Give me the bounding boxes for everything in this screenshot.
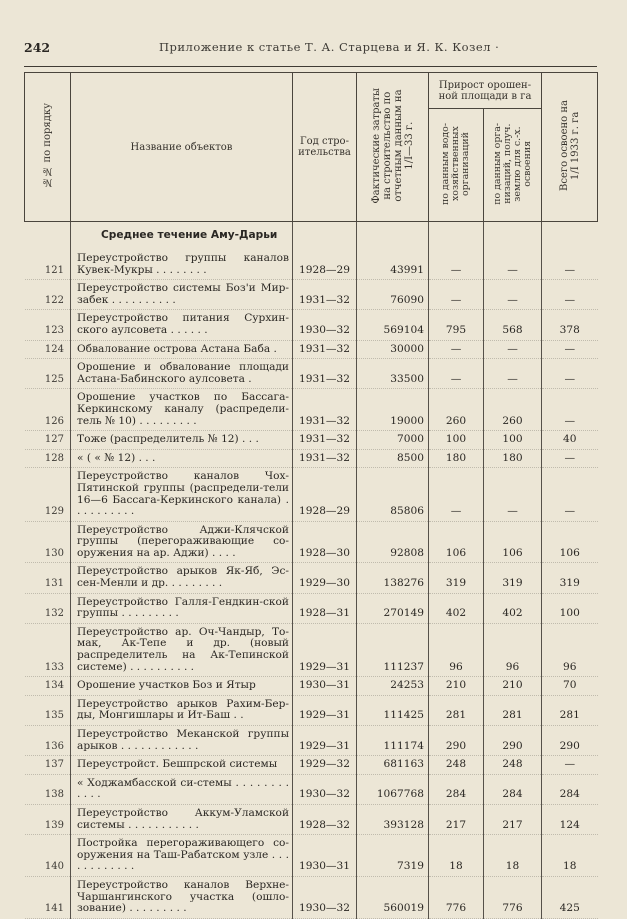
header-year: Год стро- ительства: [293, 73, 357, 222]
row-growth-water: 284: [429, 774, 484, 804]
table-row: [25, 449, 598, 468]
row-growth-water: —: [429, 359, 484, 389]
row-cost: 111425: [357, 695, 429, 725]
row-year: 1930—32: [293, 774, 357, 804]
page-header: [24, 40, 604, 58]
row-year: 1928—30: [293, 521, 357, 563]
header-growth-agro: по данным орга- низаций, получ. землю для с.-х. освоения: [484, 109, 542, 222]
running-head: Приложение к статье Т. А. Старцева и Я. К. Козел ·: [159, 40, 500, 54]
row-mastered: —: [542, 340, 598, 359]
row-number: 137: [25, 756, 71, 775]
row-growth-water: 260: [429, 389, 484, 431]
row-year: 1931—32: [293, 449, 357, 468]
header-mastered: Всего освоено на 1/I 1933 г. га: [542, 73, 598, 222]
row-mastered: —: [542, 359, 598, 389]
table-row: [25, 756, 598, 775]
row-year: 1931—32: [293, 340, 357, 359]
row-growth-water: 290: [429, 726, 484, 756]
row-number: 130: [25, 521, 71, 563]
row-cost: 7319: [357, 835, 429, 877]
row-cost: 681163: [357, 756, 429, 775]
row-cost: 76090: [357, 280, 429, 310]
row-number: 122: [25, 280, 71, 310]
table-row: [25, 876, 598, 918]
row-mastered: 425: [542, 876, 598, 918]
row-growth-agro: —: [484, 280, 542, 310]
table-row: [25, 563, 598, 593]
row-number: 136: [25, 726, 71, 756]
row-name: Постройка перегораживающего со-оружения на Таш-Рабатском узле . . . . . . . . . . . .: [71, 835, 293, 877]
row-growth-water: 210: [429, 677, 484, 696]
section-title: Среднее течение Аму-Дарьи: [101, 229, 278, 242]
row-cost: 33500: [357, 359, 429, 389]
row-growth-water: 319: [429, 563, 484, 593]
row-cost: 393128: [357, 804, 429, 834]
row-growth-agro: 260: [484, 389, 542, 431]
row-number: 127: [25, 431, 71, 450]
row-mastered: —: [542, 756, 598, 775]
row-cost: 7000: [357, 431, 429, 450]
row-growth-agro: —: [484, 468, 542, 521]
table-row: [25, 677, 598, 696]
table-row: [25, 359, 598, 389]
table-row: [25, 250, 598, 280]
row-name: « Ходжамбасской си-стемы . . . . . . . . . . . .: [71, 774, 293, 804]
page-number: 242: [24, 40, 51, 55]
table-row: [25, 804, 598, 834]
row-growth-agro: 217: [484, 804, 542, 834]
objects-table: [24, 72, 598, 919]
row-year: 1930—32: [293, 876, 357, 918]
row-growth-water: —: [429, 468, 484, 521]
row-name: Тоже (распределитель № 12) . . .: [71, 431, 293, 450]
row-year: 1929—32: [293, 756, 357, 775]
row-name: Орошение участков Боз и Ятыр: [71, 677, 293, 696]
row-cost: 8500: [357, 449, 429, 468]
row-name: Орошение участков по Бассага-Керкинскому каналу (распредели-тель № 10) . . . . . . . . .: [71, 389, 293, 431]
row-mastered: —: [542, 250, 598, 280]
row-growth-agro: 281: [484, 695, 542, 725]
row-year: 1928—29: [293, 250, 357, 280]
header-growth-group: Прирост орошен- ной площади в га: [429, 73, 542, 109]
table-row: [25, 310, 598, 340]
row-mastered: 319: [542, 563, 598, 593]
row-name: Переустройство арыков Рахим-Бер-ды, Монгишлары и Ит-Баш . .: [71, 695, 293, 725]
row-name: Переустройство каналов Верхне-Чаршангинского участка (ошло-зование) . . . . . . . . .: [71, 876, 293, 918]
row-name: Переустройство Аджи-Клячской группы (перегораживающие со-оружения на ар. Аджи) . . . .: [71, 521, 293, 563]
row-cost: 270149: [357, 593, 429, 623]
table-row: [25, 593, 598, 623]
row-year: 1928—32: [293, 804, 357, 834]
row-mastered: 100: [542, 593, 598, 623]
row-mastered: —: [542, 280, 598, 310]
row-year: 1929—30: [293, 563, 357, 593]
row-growth-water: 776: [429, 876, 484, 918]
row-number: 135: [25, 695, 71, 725]
row-cost: 111237: [357, 623, 429, 676]
row-cost: 111174: [357, 726, 429, 756]
table-row: [25, 835, 598, 877]
row-growth-agro: 284: [484, 774, 542, 804]
header-rule: [24, 66, 597, 67]
row-number: 131: [25, 563, 71, 593]
row-growth-agro: 210: [484, 677, 542, 696]
row-year: 1930—32: [293, 310, 357, 340]
row-growth-agro: 180: [484, 449, 542, 468]
row-year: 1928—31: [293, 593, 357, 623]
row-name: Переустройст. Бешпрской системы: [71, 756, 293, 775]
row-number: 134: [25, 677, 71, 696]
row-growth-agro: 106: [484, 521, 542, 563]
row-cost: 138276: [357, 563, 429, 593]
section-row: [25, 222, 598, 251]
row-name: Переустройство Аккум-Уламской системы . . . . . . . . . . .: [71, 804, 293, 834]
row-mastered: 378: [542, 310, 598, 340]
row-year: 1929—31: [293, 623, 357, 676]
row-cost: 1067768: [357, 774, 429, 804]
row-number: 139: [25, 804, 71, 834]
row-year: 1931—32: [293, 359, 357, 389]
row-number: 128: [25, 449, 71, 468]
row-mastered: 70: [542, 677, 598, 696]
row-growth-agro: —: [484, 250, 542, 280]
row-number: 140: [25, 835, 71, 877]
row-cost: 30000: [357, 340, 429, 359]
row-name: Обвалование острова Астана Баба .: [71, 340, 293, 359]
row-name: Переустройство ар. Оч-Чандыр, То-мак, Ак-Тепе и др. (новый распределитель на Ак-Тепинской системе) . . . . . . . . . .: [71, 623, 293, 676]
header-growth-water: по данным водо- хозяйственных организаций: [429, 109, 484, 222]
row-name: Переустройство Галля-Гендкин-ской группы . . . . . . . . .: [71, 593, 293, 623]
table-row: [25, 468, 598, 521]
row-mastered: 40: [542, 431, 598, 450]
row-number: 132: [25, 593, 71, 623]
row-name: Переустройство питания Сурхин-ского аулсовета . . . . . .: [71, 310, 293, 340]
row-growth-agro: 568: [484, 310, 542, 340]
row-growth-agro: 319: [484, 563, 542, 593]
row-mastered: 18: [542, 835, 598, 877]
row-cost: 43991: [357, 250, 429, 280]
row-growth-water: 217: [429, 804, 484, 834]
header-cost: Фактические затраты на строительство по отчетным данным на 1/I—33 г.: [357, 73, 429, 222]
row-year: 1931—32: [293, 280, 357, 310]
row-growth-water: —: [429, 250, 484, 280]
table-row: [25, 726, 598, 756]
row-growth-water: 100: [429, 431, 484, 450]
row-mastered: 96: [542, 623, 598, 676]
row-growth-agro: —: [484, 359, 542, 389]
row-growth-agro: 18: [484, 835, 542, 877]
row-cost: 92808: [357, 521, 429, 563]
row-number: 129: [25, 468, 71, 521]
row-mastered: 290: [542, 726, 598, 756]
row-number: 124: [25, 340, 71, 359]
row-growth-agro: 290: [484, 726, 542, 756]
row-year: 1930—31: [293, 677, 357, 696]
row-number: 141: [25, 876, 71, 918]
row-number: 126: [25, 389, 71, 431]
row-mastered: —: [542, 449, 598, 468]
table-row: [25, 340, 598, 359]
row-number: 138: [25, 774, 71, 804]
row-year: 1929—31: [293, 695, 357, 725]
row-cost: 19000: [357, 389, 429, 431]
row-number: 133: [25, 623, 71, 676]
row-growth-agro: 776: [484, 876, 542, 918]
row-growth-agro: 96: [484, 623, 542, 676]
row-growth-agro: 100: [484, 431, 542, 450]
row-mastered: 284: [542, 774, 598, 804]
row-growth-water: 96: [429, 623, 484, 676]
row-growth-water: —: [429, 340, 484, 359]
table-row: [25, 695, 598, 725]
row-growth-water: 402: [429, 593, 484, 623]
row-growth-agro: 248: [484, 756, 542, 775]
row-growth-water: 18: [429, 835, 484, 877]
row-year: 1931—32: [293, 389, 357, 431]
row-cost: 569104: [357, 310, 429, 340]
table-row: [25, 389, 598, 431]
row-year: 1931—32: [293, 431, 357, 450]
table-row: [25, 521, 598, 563]
table-row: [25, 431, 598, 450]
row-cost: 24253: [357, 677, 429, 696]
row-growth-water: 180: [429, 449, 484, 468]
row-mastered: 281: [542, 695, 598, 725]
row-growth-water: 795: [429, 310, 484, 340]
row-growth-water: —: [429, 280, 484, 310]
row-name: Переустройство группы каналов Кувек-Мукры . . . . . . . .: [71, 250, 293, 280]
row-year: 1929—31: [293, 726, 357, 756]
row-growth-water: 106: [429, 521, 484, 563]
row-mastered: —: [542, 468, 598, 521]
row-year: 1928—29: [293, 468, 357, 521]
row-mastered: —: [542, 389, 598, 431]
row-number: 123: [25, 310, 71, 340]
table-row: [25, 280, 598, 310]
header-no: №№ по порядку: [25, 73, 71, 222]
header-name: Название объектов: [71, 73, 293, 222]
row-name: Переустройство системы Боз'и Мир-забек . . . . . . . . . .: [71, 280, 293, 310]
row-growth-water: 281: [429, 695, 484, 725]
row-cost: 85806: [357, 468, 429, 521]
row-name: Переустройство арыков Як-Яб, Эс-сен-Менли и др. . . . . . . . .: [71, 563, 293, 593]
row-growth-water: 248: [429, 756, 484, 775]
table-row: [25, 774, 598, 804]
table-row: [25, 623, 598, 676]
row-number: 125: [25, 359, 71, 389]
row-growth-agro: 402: [484, 593, 542, 623]
row-year: 1930—31: [293, 835, 357, 877]
row-name: Переустройство каналов Чох-Пятинской группы (распредели-тели 16—6 Бассага-Керкинского канала) . . . . . . . . . .: [71, 468, 293, 521]
row-name: Орошение и обвалование площади Астана-Бабинского аулсовета .: [71, 359, 293, 389]
row-growth-agro: —: [484, 340, 542, 359]
row-name: « ( « № 12) . . .: [71, 449, 293, 468]
row-cost: 560019: [357, 876, 429, 918]
row-name: Переустройство Меканской группы арыков . . . . . . . . . . . .: [71, 726, 293, 756]
row-mastered: 106: [542, 521, 598, 563]
row-number: 121: [25, 250, 71, 280]
row-mastered: 124: [542, 804, 598, 834]
